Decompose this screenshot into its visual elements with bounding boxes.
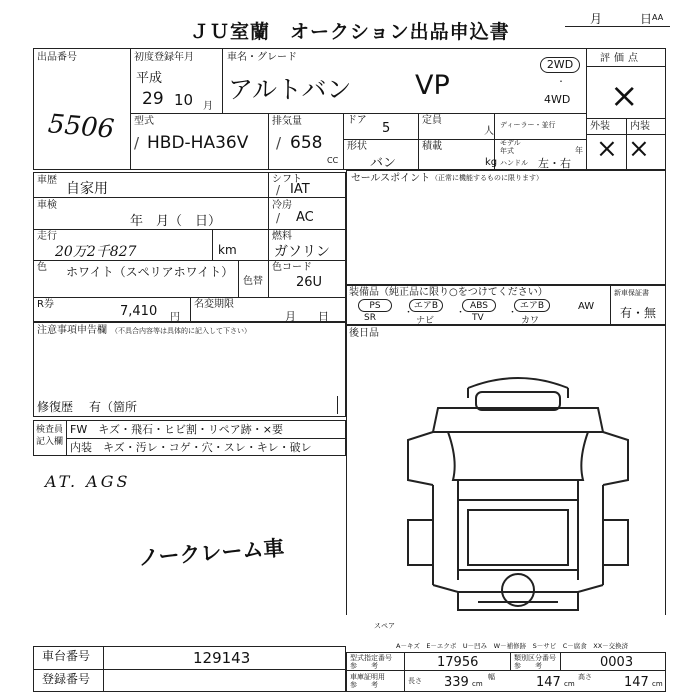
mileage-unit: km [218,243,237,257]
history-label: 車歴 [37,175,57,186]
notes-sub: （不具合内容等は具体的に記入して下さい） [111,327,251,335]
equip-ps: PS [358,299,392,312]
shape-value: バン [370,156,397,171]
model-year-label: モデル 年式 [500,139,521,155]
color-label: 色 [37,262,47,273]
class-label: 類別区分番号 参 考 [514,654,556,670]
mileage-value: 20万2千827 [55,244,137,260]
shape-label: 形状 [347,141,367,152]
first-reg-label: 初度登録年月 [134,52,194,63]
date-day-label: 日 [640,12,653,26]
form-title: ＪＵ室蘭 オークション出品申込書 [190,21,510,43]
mileage-label: 走行 [37,231,57,242]
equip-leather: カワ [521,316,540,326]
sales-point-note: （正常に機能するものに限ります） [431,174,543,182]
grade-int-label: 内装 [630,121,650,132]
ac-value: AC [296,210,314,225]
length-value: 339 [444,675,469,690]
notes-label: 注意事項申告欄 [37,325,107,336]
date-month-label: 月 [590,12,603,26]
drive-2wd-circled: 2WD [540,57,580,73]
chassis-label: 車台番号 [42,649,91,663]
equip-airbag: エアB [409,299,443,312]
handwritten-no-claim: ノークレーム車 [137,535,286,571]
repair-label: 修復歴 [37,400,74,414]
warranty-value: 有・無 [620,306,657,320]
name-change-label: 名変期限 [194,299,234,310]
equip-navi: ナビ [416,316,435,326]
displacement-value: 658 [290,133,323,153]
displacement-unit: CC [327,156,339,165]
capacity-unit: 人 [484,126,494,137]
fw-line: FW キズ・飛石・ヒビ割・リペア跡・×要 [70,423,283,436]
width-value: 147 [536,675,561,690]
inspection-value: 年 月（ 日） [130,214,222,229]
car-name-label: 車名・グレード [227,52,297,63]
equip-aw: AW [578,301,595,312]
height-value: 147 [624,675,649,690]
model-year-unit: 年 [575,146,583,155]
handwritten-note-at-ags: AT. AGS [45,472,131,491]
type-value: 17956 [437,655,479,670]
notes-box [33,322,346,417]
handle-value: 左・右 [538,157,571,170]
length-label: 長さ [408,677,422,685]
length-unit: cm [472,680,483,688]
equip-abs: ABS [462,299,496,312]
load-unit: kg [485,157,498,168]
chassis-value: 129143 [193,649,251,667]
inspection-label: 車検 [37,200,57,211]
spare-label: スペア [374,622,395,630]
fuel-value: ガソリン [274,244,330,260]
sales-point-label: セールスポイント [351,173,431,184]
fuel-label: 燃料 [272,231,292,242]
color-value: ホワイト（スペリアホワイト） [66,265,234,279]
height-label: 高さ [578,673,592,681]
car-grade: VP [415,70,450,101]
grade-score-label: 評価点 [600,53,642,64]
grade-ext-label: 外装 [590,121,610,132]
post-items-label: 後日品 [349,328,379,339]
doors-value: 5 [382,121,391,136]
color-code-value: 26U [296,275,323,290]
damage-legend: A－キズ E－エクボ U－凹み W－補修跡 S－サビ C－腐食 XX－交換済 [396,642,629,650]
grade-int-value: × [628,134,650,164]
dealer-label: ディーラー・並行 [500,121,556,129]
recycle-value: 7,410 [120,304,158,319]
ac-label: 冷房 [272,200,292,211]
registration-label: 登録番号 [42,672,91,686]
equip-sr: SR [364,313,376,323]
handle-label: ハンドル [500,159,528,167]
load-label: 積載 [422,141,442,152]
first-reg-month: 10 [174,91,194,109]
recycle-unit: 円 [170,312,180,323]
name-change-value: 月 日 [285,310,329,323]
type-label: 型式指定番号 参 考 [350,654,392,670]
first-reg-month-unit: 月 [203,101,213,112]
equipment-label: 装備品（純正品に限り○をつけてください） [349,287,548,298]
first-reg-era: 平成 [136,71,163,86]
model-label: 型式 [134,116,154,127]
shift-value: IAT [290,182,310,197]
capacity-label: 定員 [422,115,442,126]
recycle-label: R券 [37,299,54,310]
interior-line: 内装 キズ・汚レ・コゲ・穴・スレ・キレ・破レ [70,441,312,454]
first-reg-year: 29 [142,89,164,109]
equip-airbag-2: エアB [514,299,550,312]
car-name: アルトバン [228,75,352,104]
repair-value: 有（箇所 [89,400,138,414]
car-body-diagram [398,370,638,620]
grade-score-value: × [610,76,639,116]
warranty-label: 新車保証書 [614,289,649,297]
listing-no-label: 出品番号 [37,52,77,63]
displacement-label: 排気量 [272,116,302,127]
drive-4wd: 4WD [544,93,571,106]
grade-ext-value: × [596,134,618,164]
date-suffix: AA [652,13,664,22]
color-change-label: 色替 [243,276,263,287]
inspector-label: 検査員 記入欄 [36,425,64,447]
width-label: 幅 [488,673,495,681]
equip-tv: TV [472,313,484,323]
shift-label: シフト [272,174,302,185]
cert-label: 車庫証明用 参 考 [350,673,385,689]
color-code-label: 色コード [272,262,312,273]
height-unit: cm [652,680,663,688]
class-value: 0003 [600,655,634,670]
width-unit: cm [564,680,575,688]
listing-no-value: 5506 [46,109,116,145]
sales-point-box [346,170,666,285]
doors-label: ドア [347,115,367,126]
model-value: HBD-HA36V [147,133,249,153]
history-value: 自家用 [66,181,108,197]
